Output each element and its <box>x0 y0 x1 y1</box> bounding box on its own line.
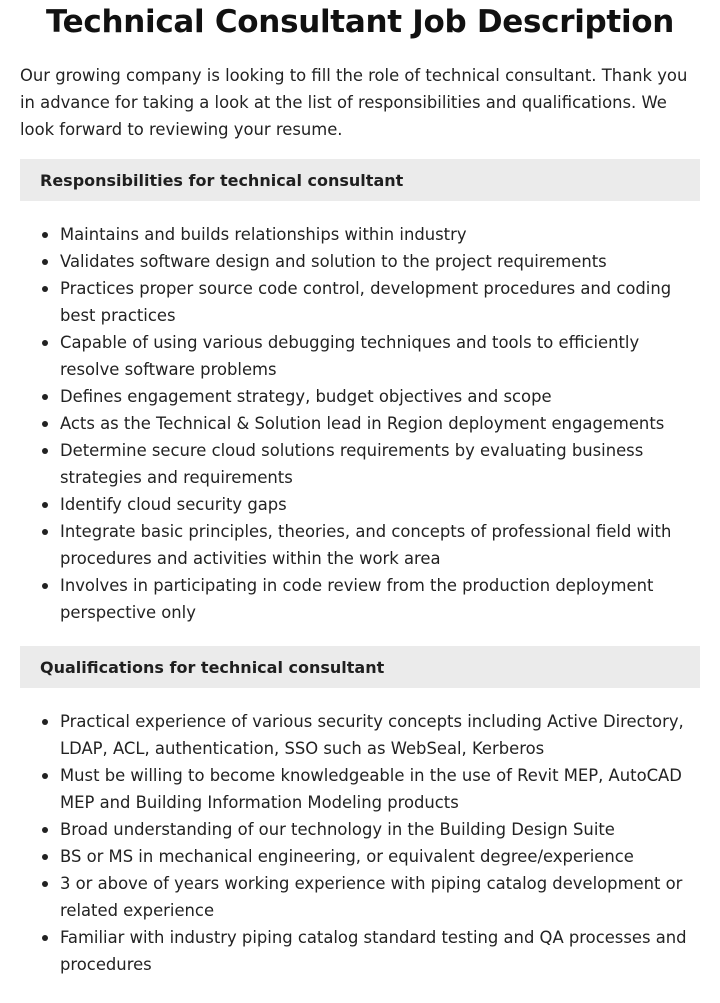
responsibilities-list <box>20 221 700 626</box>
responsibilities-heading: Responsibilities for technical consultant <box>20 159 700 201</box>
list-item: Must be willing to become knowledgeable in the use of Revit MEP, AutoCAD MEP and Building Information Modeling products <box>60 762 700 816</box>
intro-paragraph: Our growing company is looking to fill the role of technical consultant. Thank you in advance for taking a look at the list of responsibilities and qualifications. We look forward to reviewing your resume. <box>20 66 688 139</box>
list-item: Determine secure cloud solutions requirements by evaluating business strategies and requirements <box>60 437 700 491</box>
list-item: BS or MS in mechanical engineering, or equivalent degree/experience <box>60 843 700 870</box>
list-item: Maintains and builds relationships within industry <box>60 221 700 248</box>
list-item: 3 or above of years working experience with piping catalog development or related experience <box>60 870 700 924</box>
list-item: Broad understanding of our technology in the Building Design Suite <box>60 816 700 843</box>
list-item: Capable of using various debugging techniques and tools to efficiently resolve software problems <box>60 329 700 383</box>
list-item: Involves in participating in code review from the production deployment perspective only <box>60 572 700 626</box>
list-item: Identify cloud security gaps <box>60 491 700 518</box>
qualifications-list <box>20 708 700 978</box>
list-item: Defines engagement strategy, budget objectives and scope <box>60 383 700 410</box>
list-item: Validates software design and solution to the project requirements <box>60 248 700 275</box>
page-title: Technical Consultant Job Description <box>45 4 675 40</box>
list-item: Integrate basic principles, theories, and concepts of professional field with procedures and activities within the work area <box>60 518 700 572</box>
list-item: Practices proper source code control, development procedures and coding best practices <box>60 275 700 329</box>
list-item: Familiar with industry piping catalog standard testing and QA processes and procedures <box>60 924 700 978</box>
list-item: Practical experience of various security concepts including Active Directory, LDAP, ACL, authentication, SSO such as WebSeal, Kerberos <box>60 708 700 762</box>
qualifications-heading: Qualifications for technical consultant <box>20 646 700 688</box>
list-item: Acts as the Technical & Solution lead in Region deployment engagements <box>60 410 700 437</box>
